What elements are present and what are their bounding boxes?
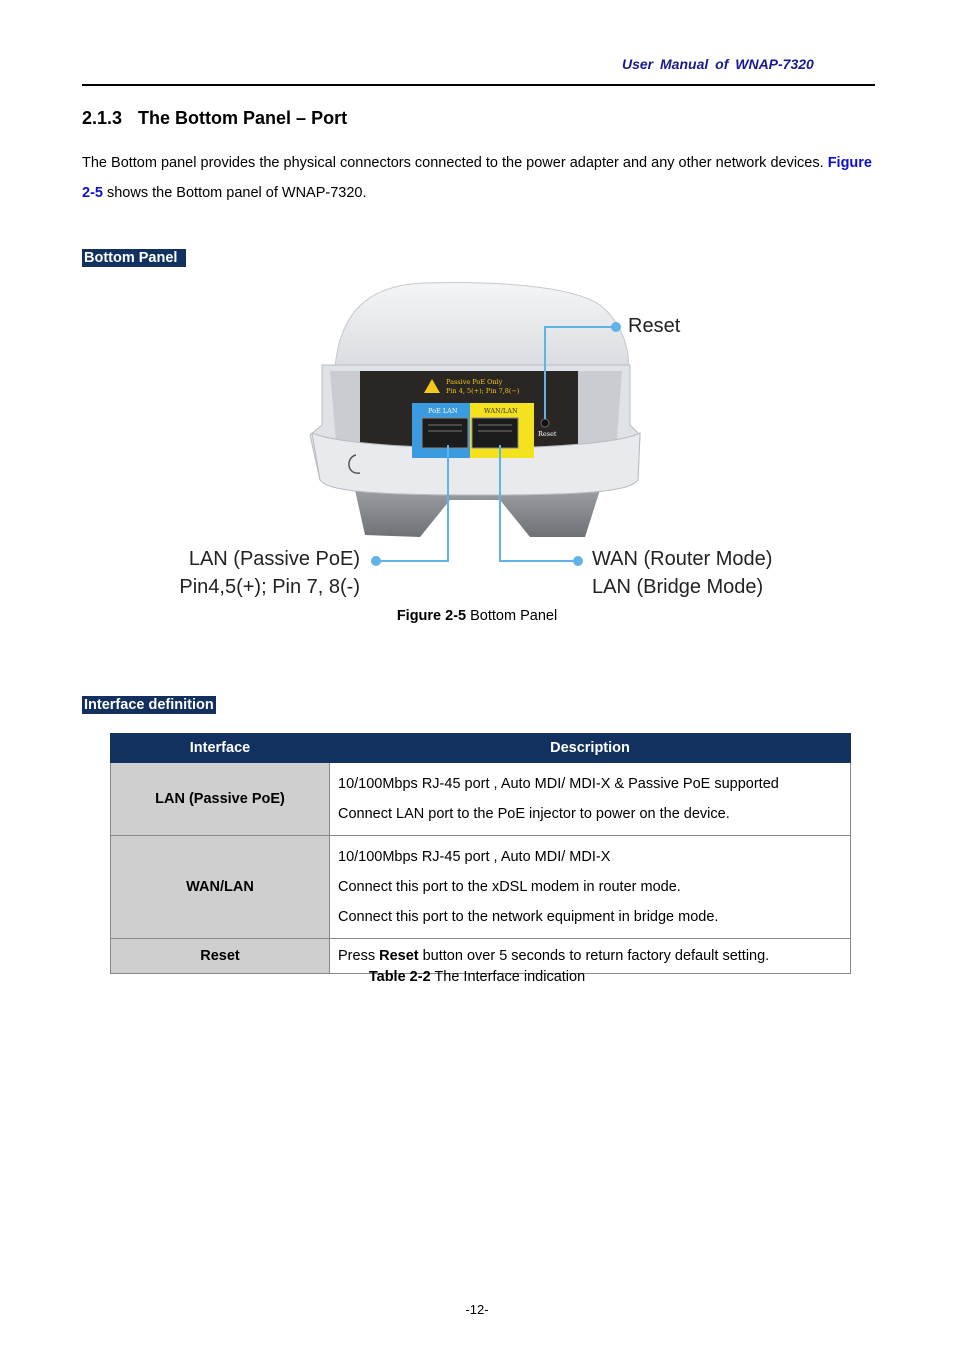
warning-text-2: Pin 4, 5(+); Pin 7,8(−) <box>446 387 520 395</box>
table-row <box>111 763 851 836</box>
wan-lan-port <box>472 418 518 448</box>
header-rule <box>82 84 875 86</box>
table-caption <box>0 969 954 985</box>
description-line: 10/100Mbps RJ-45 port , Auto MDI/ MDI-X & Passive PoE supported <box>338 776 779 792</box>
interface-name: Reset <box>111 939 330 974</box>
table-heading: Interface definition <box>84 697 214 713</box>
lan-callout-2: Pin4,5(+); Pin 7, 8(-) <box>179 576 360 598</box>
figure-caption-text: Bottom Panel <box>466 608 558 624</box>
table-row <box>111 836 851 939</box>
section-number: 2.1.3 <box>82 108 123 128</box>
lan-callout-1: LAN (Passive PoE) <box>188 548 360 570</box>
interface-name: WAN/LAN <box>111 836 330 939</box>
lan-callout-dot <box>371 556 381 566</box>
description-line: Connect this port to the xDSL modem in router mode. <box>338 879 681 895</box>
figure-caption-label: Figure 2-5 <box>396 608 467 624</box>
section-title: The Bottom Panel – Port <box>138 108 348 128</box>
warning-text-1: Passive PoE Only <box>446 378 503 386</box>
intro-text-2: shows the Bottom panel of WNAP-7320. <box>102 185 367 201</box>
interface-description <box>330 836 851 939</box>
description-line: 10/100Mbps RJ-45 port , Auto MDI/ MDI-X <box>338 849 611 865</box>
figure-caption <box>0 608 954 624</box>
wan-callout-1: WAN (Router Mode) <box>592 548 773 570</box>
reset-device-label: Reset <box>538 430 557 438</box>
figure-link[interactable]: Figure 2-5 <box>82 155 872 201</box>
table-caption-text: The Interface indication <box>430 969 586 985</box>
reset-callout-dot <box>611 322 621 332</box>
figure-heading: Bottom Panel <box>82 249 186 267</box>
poe-lan-label: PoE LAN <box>428 407 458 415</box>
header-description: Description <box>330 734 851 763</box>
reset-hole <box>541 419 549 427</box>
running-header: User Manual of WNAP-7320 <box>622 56 814 72</box>
description-pre: Press <box>338 948 380 964</box>
interface-name: LAN (Passive PoE) <box>111 763 330 836</box>
page-number: -12- <box>465 1302 489 1317</box>
table-header-row <box>111 734 851 763</box>
description-line: Connect this port to the network equipment in bridge mode. <box>338 909 719 925</box>
figure-heading-box <box>82 249 186 267</box>
interface-description <box>330 763 851 836</box>
wan-callout-2: LAN (Bridge Mode) <box>592 576 764 598</box>
table-caption-label: Table 2-2 <box>368 969 431 985</box>
description-line: Connect LAN port to the PoE injector to power on the device. <box>338 806 730 822</box>
reset-callout: Reset <box>628 315 681 337</box>
table-heading-box <box>82 696 216 714</box>
wan-callout-dot <box>573 556 583 566</box>
intro-paragraph <box>82 148 872 208</box>
device-stand <box>355 490 600 537</box>
description-post: button over 5 seconds to return factory default setting. <box>418 948 770 964</box>
section-heading <box>82 108 347 129</box>
wan-lan-label: WAN/LAN <box>484 407 518 415</box>
description-bold: Reset <box>379 948 419 964</box>
intro-text-1: The Bottom panel provides the physical connectors connected to the power adapter and any other network devices. <box>82 155 828 171</box>
poe-lan-port <box>422 418 468 448</box>
device-dome <box>335 283 628 367</box>
header-interface: Interface <box>111 734 330 763</box>
interface-table <box>110 733 851 974</box>
